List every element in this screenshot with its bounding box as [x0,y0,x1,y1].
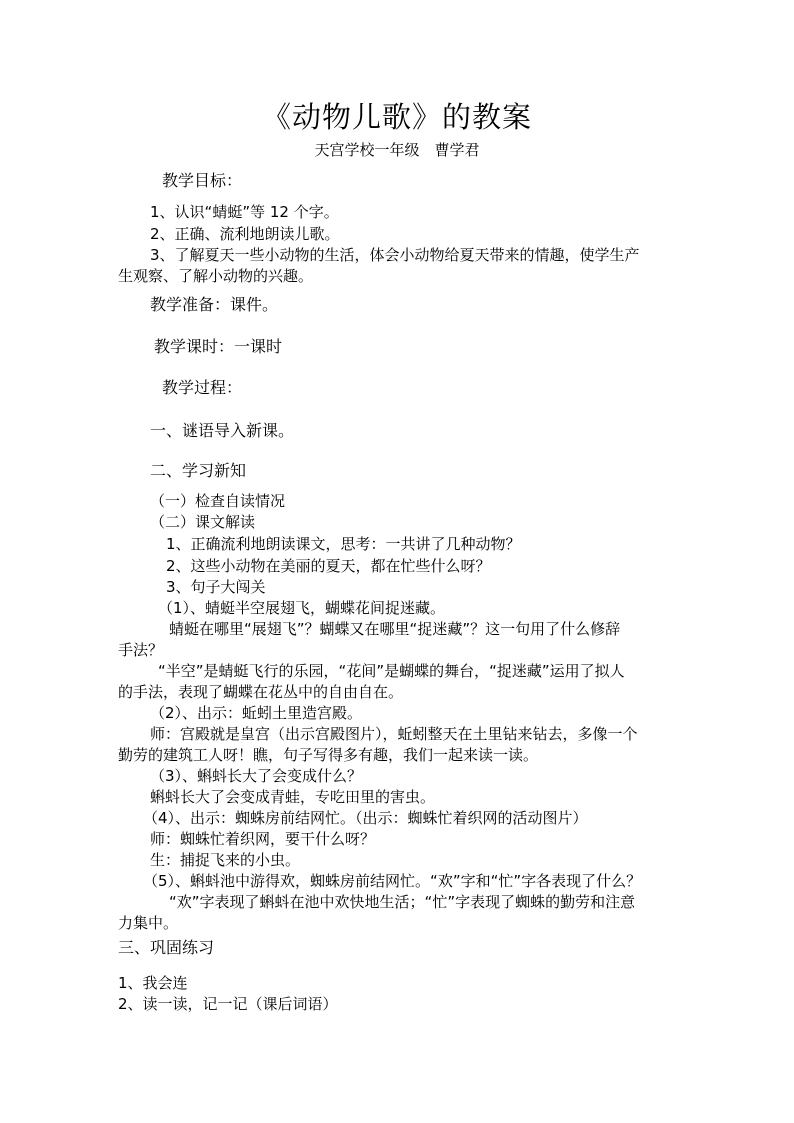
teaching-prep: 教学准备：课件。 [150,295,279,314]
subsection-1: （一）检查自读情况 [150,492,286,510]
sentence-3-answer: 蝌蚪长大了会变成青蛙，专吃田里的害虫。 [150,788,436,806]
sentence-5-answer-line-2: 力集中。 [118,914,179,932]
section-heading-1: 一、谜语导入新课。 [150,421,295,440]
process-heading: 教学过程： [162,378,243,397]
sentence-1-answer-line-2: 的手法，表现了蝴蝶在花丛中的自由自在。 [118,683,404,701]
list-item-1: 1、正确流利地朗读课文，思考：一共讲了几种动物？ [166,535,521,553]
goal-item-3-line-1: 3、了解夏天一些小动物的生活，体会小动物给夏天带来的情趣，使学生产 [150,246,640,264]
teaching-hours: 教学课时：一课时 [154,337,283,356]
subsection-2: （二）课文解读 [150,513,256,531]
sentence-2-teacher-line-2: 勤劳的建筑工人呀！瞧，句子写得多有趣，我们一起来读一读。 [118,746,539,764]
sentence-5: （5）、蝌蚪池中游得欢，蜘蛛房前结网忙。“欢”字和“忙”字各表现了什么？ [143,872,642,890]
goal-item-1: 1、认识“蜻蜓”等 12 个字。 [150,203,339,221]
sentence-1-question-line-2: 手法？ [118,641,164,659]
exercise-item-2: 2、读一读，记一记（课后词语） [118,995,338,1013]
exercise-item-1: 1、我会连 [118,974,188,992]
goal-item-2: 2、正确、流利地朗读儿歌。 [150,225,340,243]
sentence-1-question-line-1: 蜻蜓在哪里“展翅飞”？蝴蝶又在哪里“捉迷藏”？这一句用了什么修辞 [169,620,621,638]
sentence-2: （2）、出示：蚯蚓土里造宫殿。 [150,704,363,722]
sentence-4: （4）、出示：蜘蛛房前结网忙。（出示：蜘蛛忙着织网的活动图片） [143,809,588,827]
goal-item-3-line-2: 生观察、了解小动物的兴趣。 [118,267,314,285]
section-heading-3: 三、巩固练习 [118,938,215,957]
list-item-2: 2、这些小动物在美丽的夏天，都在忙些什么呀？ [166,557,491,575]
goals-heading: 教学目标： [162,171,243,190]
sentence-4-teacher: 师：蜘蛛忙着织网，要干什么呀？ [150,830,376,848]
page-title: 《动物儿歌》的教案 [261,100,532,134]
sentence-1: （1）、蜻蜓半空展翅飞，蝴蝶花间捉迷藏。 [158,599,446,617]
sentence-3: （3）、蝌蚪长大了会变成什么？ [150,767,363,785]
sentence-4-student: 生：捕捉飞来的小虫。 [150,851,301,869]
author-line: 天宫学校一年级 曹学君 [314,141,480,159]
sentence-2-teacher-line-1: 师：宫殿就是皇宫（出示宫殿图片），蚯蚓整天在土里钻来钻去，多像一个 [150,725,638,743]
sentence-1-answer-line-1: “半空”是蜻蜓飞行的乐园，“花间”是蝴蝶的舞台，“捉迷藏”运用了拟人 [158,662,625,680]
section-heading-2: 二、学习新知 [150,461,247,480]
list-item-3: 3、句子大闯关 [166,578,266,596]
sentence-5-answer-line-1: “欢”字表现了蝌蚪在池中欢快地生活；“忙”字表现了蜘蛛的勤劳和注意 [169,893,636,911]
